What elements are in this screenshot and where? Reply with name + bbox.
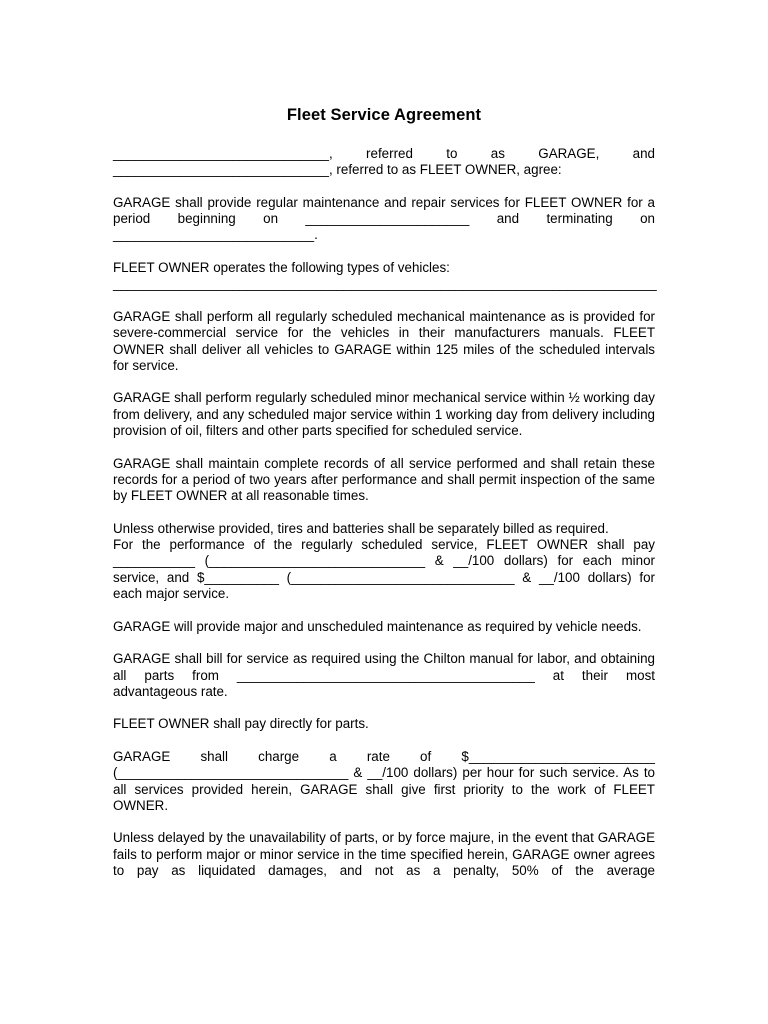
payment-paragraph xyxy=(113,521,655,602)
vehicle-types-blank: _________________________________________________________________________ xyxy=(113,276,657,292)
scheduled-maintenance-paragraph: GARAGE shall perform all regularly scheduled mechanical maintenance as is provided for severe-commercial service for the vehicles in their manufacturers manuals. FLEET OWNER shall deliver all vehicles to GARAGE within 125 miles of the scheduled intervals for service. xyxy=(113,308,655,373)
parties-paragraph xyxy=(113,146,655,179)
billing-paragraph: GARAGE shall bill for service as required using the Chilton manual for labor, and obtaining all parts from ________________________________________ at their most advantageous rate. xyxy=(113,651,655,699)
tires-batteries-line: Unless otherwise provided, tires and batteries shall be separately billed as required. xyxy=(113,520,609,536)
service-fees-text: For the performance of the regularly scheduled service, FLEET OWNER shall pay ___________ (_____________________________ & __/100 dollars) for each minor service, and $__________ (______________________________ & __/100 dollars) for each major service. xyxy=(113,537,655,602)
records-paragraph: GARAGE shall maintain complete records of all service performed and shall retain these records for a period of two years after performance and shall permit inspection of the same by FLEET OWNER at all reasonable times. xyxy=(113,455,655,504)
unscheduled-maintenance-paragraph: GARAGE will provide major and unscheduled maintenance as required by vehicle needs. xyxy=(113,618,642,634)
liquidated-damages-paragraph: Unless delayed by the unavailability of parts, or by force majure, in the event that GARAGE fails to perform major or minor service in the time specified herein, GARAGE owner agrees to pay as liquidated damages, and not as a penalty, 50% of the average xyxy=(113,830,655,879)
service-period-paragraph: GARAGE shall provide regular maintenance and repair services for FLEET OWNER for a period beginning on ______________________ and terminating on ___________________________. xyxy=(113,194,655,243)
hourly-rate-paragraph: GARAGE shall charge a rate of $_________________________ (_______________________________ & __/100 dollars) per hour for such service. As to all services provided herein, GARAGE shall give first priority to the work of FLEET OWNER. xyxy=(113,748,655,813)
vehicle-types-paragraph xyxy=(113,260,655,293)
document-body xyxy=(113,146,655,879)
parties-line-fleet-owner: _____________________________, referred to as FLEET OWNER, agree: xyxy=(113,162,562,178)
document-title: Fleet Service Agreement xyxy=(286,106,482,124)
service-timing-paragraph: GARAGE shall perform regularly scheduled minor mechanical service within ½ working day from delivery, and any scheduled major service within 1 working day from delivery including provision of oil, filters and other parts specified for scheduled service. xyxy=(113,390,655,439)
parts-payment-paragraph: FLEET OWNER shall pay directly for parts. xyxy=(113,716,369,732)
parties-line-garage: _____________________________, referred to as GARAGE, and xyxy=(113,146,655,161)
vehicle-types-label: FLEET OWNER operates the following types of vehicles: xyxy=(113,260,450,276)
